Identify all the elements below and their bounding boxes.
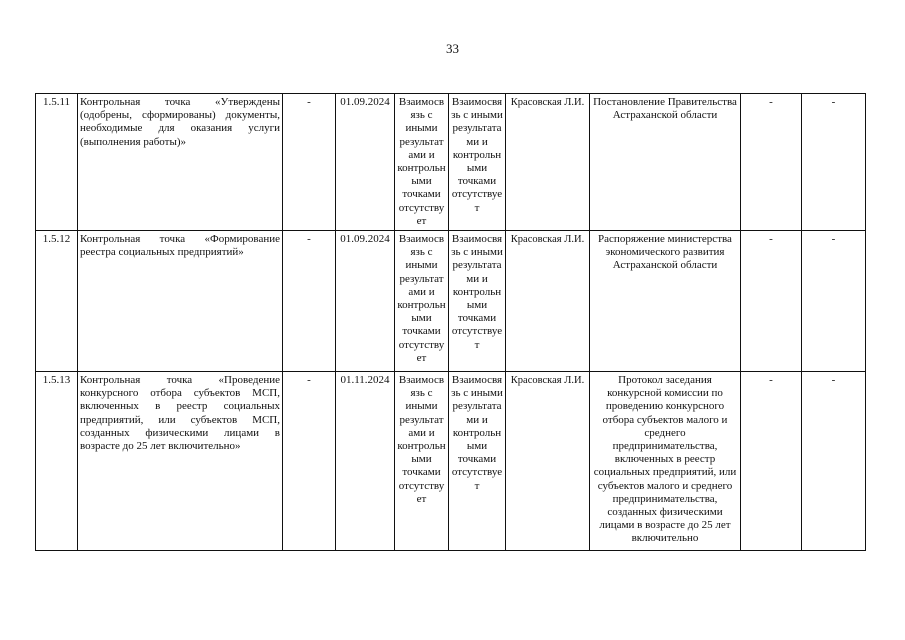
responsible-person: Красовская Л.И. — [506, 94, 590, 231]
relation-next: Взаимосвязь с иными результатами и контрольными точками отсутствует — [449, 372, 506, 551]
deadline-date: 01.09.2024 — [336, 94, 395, 231]
confirming-document: Распоряжение министерства экономического развития Астраханской области — [590, 231, 741, 372]
confirming-document: Протокол заседания конкурсной комиссии по проведению конкурсного отбора субъектов малого и среднего предпринимательства, включенных в реестр социальных предприятий, или субъектов малого и среднего предпринимательства, созданных физическими лицами в возрасте до 25 лет включительно — [590, 372, 741, 551]
table-row — [36, 94, 866, 231]
relation-previous: Взаимосвязь с иными результатами и контрольными точками отсутствует — [395, 231, 449, 372]
column-3-value: - — [283, 94, 336, 231]
checkpoint-name: Контрольная точка «Проведение конкурсного отбора субъектов МСП, включенных в реестр социальных предприятий, или субъектов МСП, созданных физическими лицами в возрасте до 25 лет включительно» — [78, 372, 283, 551]
page-number: 33 — [446, 41, 459, 56]
row-number: 1.5.13 — [36, 372, 78, 551]
column-9-value: - — [741, 94, 802, 231]
row-number: 1.5.11 — [36, 94, 78, 231]
relation-previous: Взаимосвязь с иными результатами и контрольными точками отсутствует — [395, 372, 449, 551]
responsible-person: Красовская Л.И. — [506, 231, 590, 372]
table-row — [36, 372, 866, 551]
table-row — [36, 231, 866, 372]
deadline-date: 01.11.2024 — [336, 372, 395, 551]
checkpoint-name: Контрольная точка «Формирование реестра социальных предприятий» — [78, 231, 283, 372]
deadline-date: 01.09.2024 — [336, 231, 395, 372]
column-9-value: - — [741, 372, 802, 551]
plan-table — [35, 93, 866, 551]
column-3-value: - — [283, 372, 336, 551]
confirming-document: Постановление Правительства Астраханской области — [590, 94, 741, 231]
column-10-value: - — [802, 94, 866, 231]
column-10-value: - — [802, 372, 866, 551]
column-3-value: - — [283, 231, 336, 372]
checkpoint-name: Контрольная точка «Утверждены (одобрены, сформированы) документы, необходимые для оказания услуги (выполнения работы)» — [78, 94, 283, 231]
column-10-value: - — [802, 231, 866, 372]
relation-previous: Взаимосвязь с иными результатами и контрольными точками отсутствует — [395, 94, 449, 231]
responsible-person: Красовская Л.И. — [506, 372, 590, 551]
relation-next: Взаимосвязь с иными результатами и контрольными точками отсутствует — [449, 231, 506, 372]
column-9-value: - — [741, 231, 802, 372]
relation-next: Взаимосвязь с иными результатами и контрольными точками отсутствует — [449, 94, 506, 231]
row-number: 1.5.12 — [36, 231, 78, 372]
